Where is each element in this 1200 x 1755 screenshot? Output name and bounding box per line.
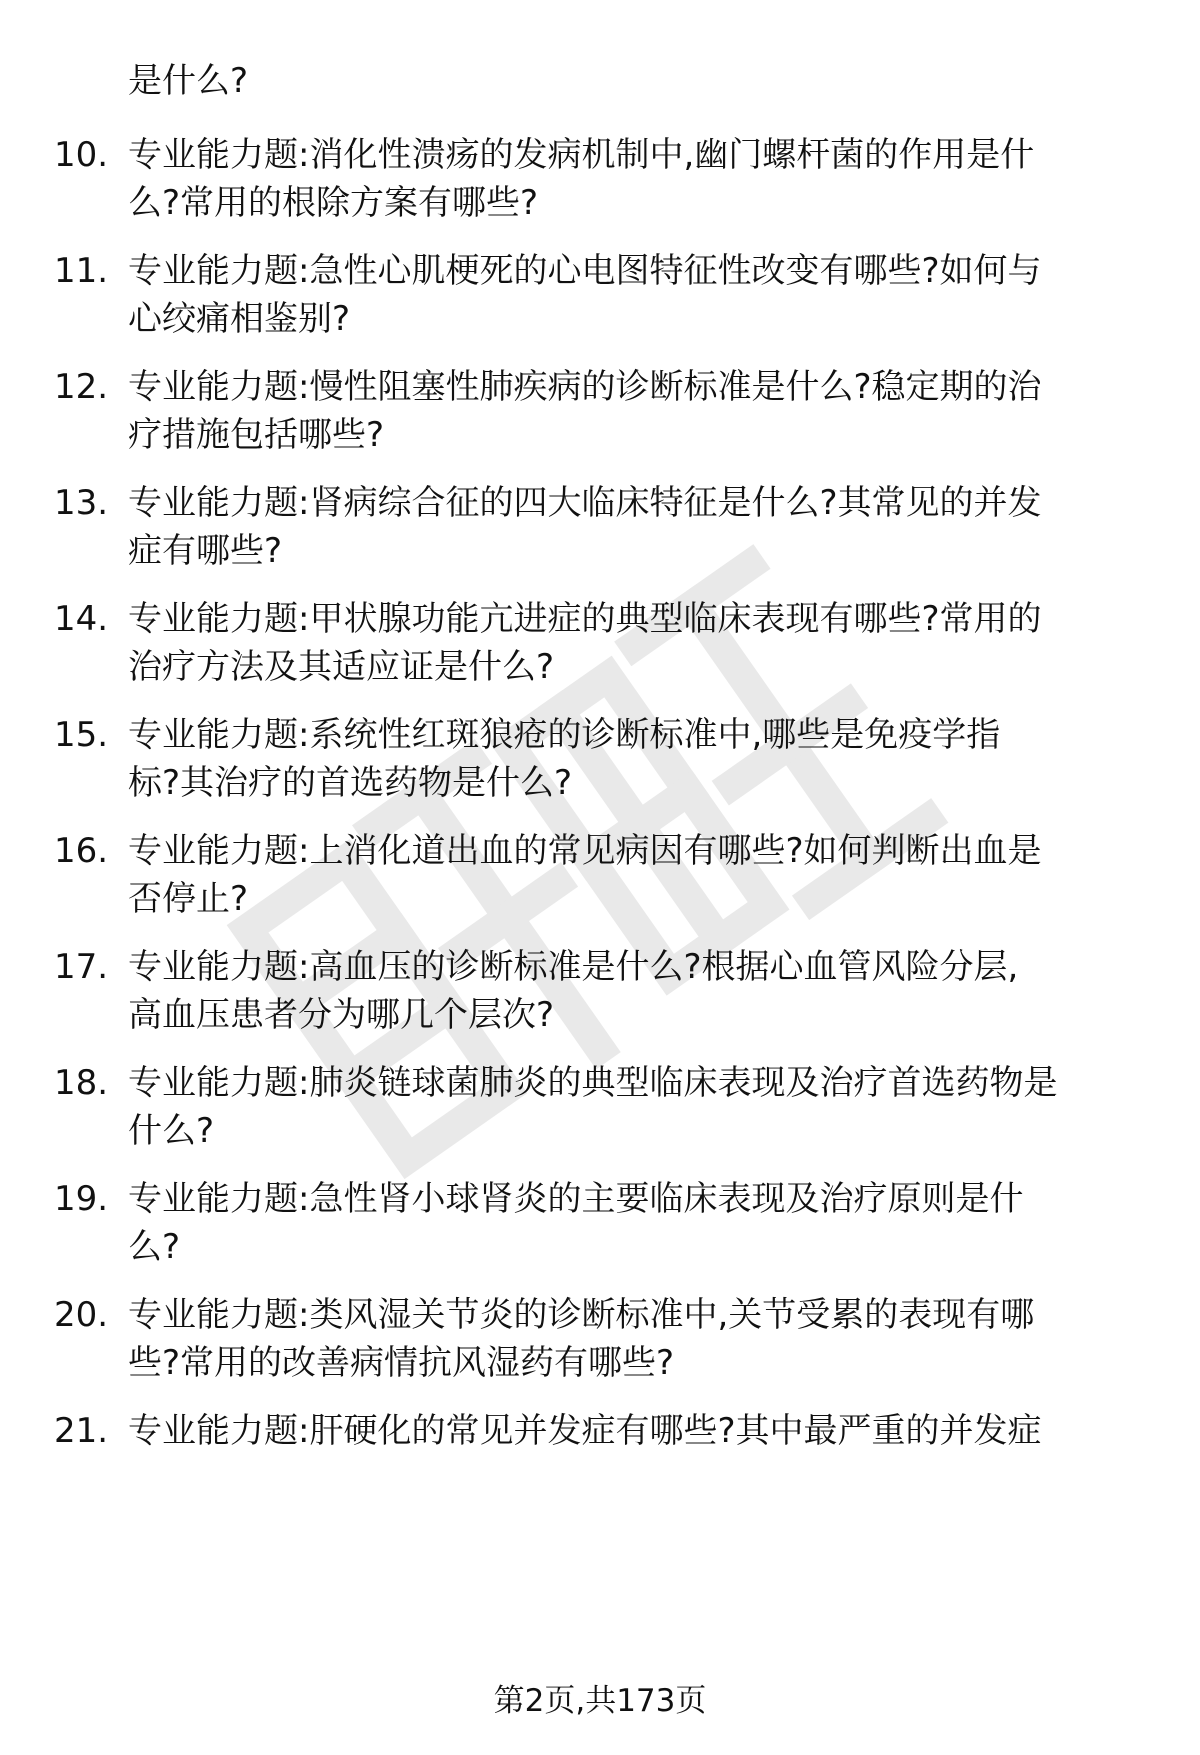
question-text-line-1: 专业能力题:急性心肌梗死的心电图特征性改变有哪些?如何与 [128,251,1042,291]
question-item-18 [0,1060,1200,1160]
question-text-line-2: 么?常用的根除方案有哪些? [128,183,539,223]
question-item-13 [0,480,1200,580]
question-item-14 [0,596,1200,696]
question-item-12 [0,364,1200,464]
question-number: 20. [54,1295,109,1335]
question-number: 12. [54,367,109,407]
question-number: 13. [54,483,109,523]
question-text-line-2: 症有哪些? [128,531,283,571]
question-number: 11. [54,251,109,291]
page-number-footer: 第2页,共173页 [493,1683,707,1719]
question-text-line-2: 心绞痛相鉴别? [128,299,351,339]
question-item-15 [0,712,1200,812]
question-text-line-2: 否停止? [128,879,249,919]
question-number: 10. [54,135,109,175]
question-number: 14. [54,599,109,639]
question-text-line-2: 么? [128,1227,181,1267]
question-text-line-1: 专业能力题:高血压的诊断标准是什么?根据心血管风险分层, [128,947,1019,987]
question-number: 16. [54,831,109,871]
question-text-line-1: 专业能力题:急性肾小球肾炎的主要临床表现及治疗原则是什 [128,1179,1024,1219]
question-number: 18. [54,1063,109,1103]
question-item-10 [0,132,1200,232]
question-text-line-2: 疗措施包括哪些? [128,415,385,455]
continued-question-text: 是什么? [128,61,249,101]
question-item-16 [0,828,1200,928]
question-text-line-1: 专业能力题:类风湿关节炎的诊断标准中,关节受累的表现有哪 [128,1295,1035,1335]
question-item-20 [0,1292,1200,1392]
question-text-line-1: 专业能力题:系统性红斑狼疮的诊断标准中,哪些是免疫学指 [128,715,1001,755]
question-text-line-1: 专业能力题:肝硬化的常见并发症有哪些?其中最严重的并发症 [128,1411,1042,1451]
question-item-11 [0,248,1200,348]
question-text-line-2: 治疗方法及其适应证是什么? [128,647,555,687]
question-text-line-2: 高血压患者分为哪几个层次? [128,995,555,1035]
question-text-line-2: 些?常用的改善病情抗风湿药有哪些? [128,1343,675,1383]
question-item-17 [0,944,1200,1044]
question-number: 19. [54,1179,109,1219]
question-text-line-1: 专业能力题:消化性溃疡的发病机制中,幽门螺杆菌的作用是什 [128,135,1035,175]
question-text-line-2: 标?其治疗的首选药物是什么? [128,763,573,803]
question-number: 15. [54,715,109,755]
question-number: 21. [54,1411,109,1451]
question-text-line-1: 专业能力题:甲状腺功能亢进症的典型临床表现有哪些?常用的 [128,599,1042,639]
question-text-line-1: 专业能力题:上消化道出血的常见病因有哪些?如何判断出血是 [128,831,1042,871]
question-text-line-2: 什么? [128,1111,215,1151]
question-text-line-1: 专业能力题:肾病综合征的四大临床特征是什么?其常见的并发 [128,483,1042,523]
question-text-line-1: 专业能力题:慢性阻塞性肺疾病的诊断标准是什么?稳定期的治 [128,367,1042,407]
question-number: 17. [54,947,109,987]
question-text-line-1: 专业能力题:肺炎链球菌肺炎的典型临床表现及治疗首选药物是 [128,1063,1058,1103]
question-item-19 [0,1176,1200,1276]
question-item-21 [0,1408,1200,1508]
